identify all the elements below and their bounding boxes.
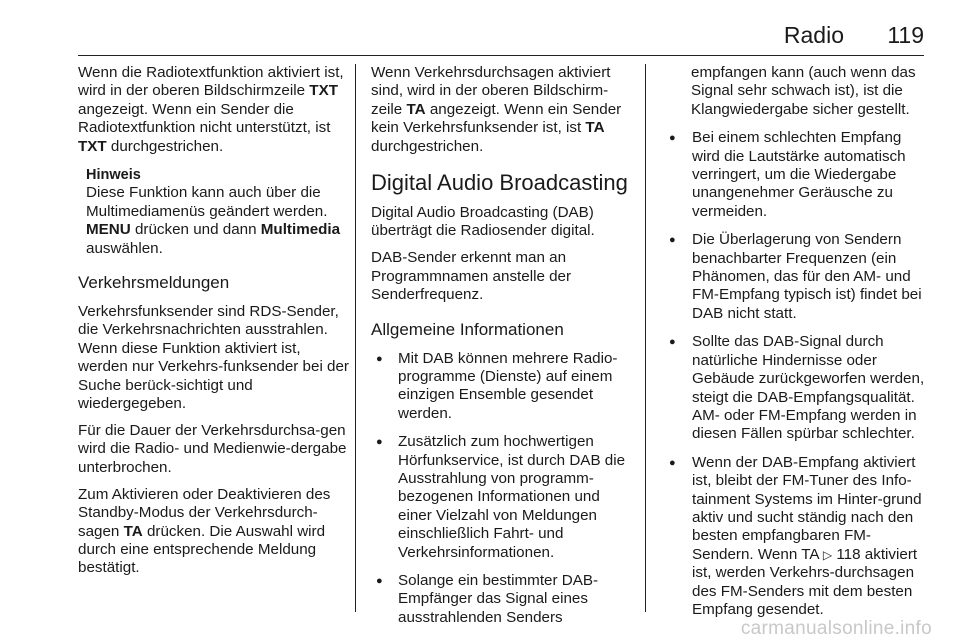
note-box <box>86 166 353 258</box>
column-2 <box>371 64 633 637</box>
paragraph: Wenn Verkehrsdurchsagen aktiviert sind, wird in der oberen Bildschirm-zeile TA angezeigt. Wenn ein Sender kein Verkehrsfunksender ist, ist TA durchgestrichen. <box>371 64 622 155</box>
multimedia-key: Multimedia <box>260 221 341 239</box>
bullet-list <box>371 350 633 628</box>
list-item-continuation: empfangen kann (auch wenn das Signal sehr schwach ist), ist die Klangwiedergabe sicher gestellt. <box>691 64 916 118</box>
page-header <box>78 22 924 52</box>
section-heading-traffic: Verkehrsmeldungen <box>78 273 230 293</box>
column-1 <box>78 64 353 586</box>
note-text: Diese Funktion kann auch über die Multimediamenüs geändert werden. MENU drücken und dann Multimedia auswählen. <box>86 184 341 257</box>
txt-indicator: TXT <box>78 137 107 155</box>
paragraph: Zum Aktivieren oder Deaktivieren des Standby-Modus der Verkehrsdurch-sagen TA drücken. Die Auswahl wird durch eine entsprechende Meldung bestätigt. <box>78 485 331 577</box>
chapter-title: Radio <box>783 22 844 48</box>
paragraph: Für die Dauer der Verkehrsdurchsa-gen wird die Radio- und Medienwie-dergabe unterbrochen. <box>78 422 347 476</box>
list-item: ● Wenn der DAB-Empfang aktiviert ist, bleibt der FM-Tuner des Info-tainment Systems im Hinter-grund aktiv und sucht ständig nach den besten empfangbaren FM-Sendern. Wenn TA ▷ 118 aktiviert ist, werden Verkehrs-durchsagen des FM-Senders mit dem besten Empfang gesendet. <box>664 454 926 620</box>
txt-indicator: TXT <box>309 82 338 100</box>
list-item: ● Mit DAB können mehrere Radio-programme (Dienste) auf einem einzigen Ensemble gesendet werden. <box>371 350 633 424</box>
list-item: ● Sollte das DAB-Signal durch natürliche Hindernisse oder Gebäude zurückgeworfen werden, steigt die DAB-Empfangsqualität. AM- oder FM-Empfang werden in diesen Fällen spürbar schlechter. <box>664 333 926 443</box>
page-number: 119 <box>887 22 924 48</box>
paragraph: DAB-Sender erkennt man an Programmnamen anstelle der Senderfrequenz. <box>371 249 572 304</box>
header-divider <box>78 55 924 56</box>
section-heading-dab: Digital Audio Broadcasting <box>371 170 628 196</box>
page-reference[interactable]: 118 <box>836 545 861 563</box>
ta-key: TA <box>123 522 143 540</box>
paragraph-radiotext: Wenn die Radiotextfunktion aktiviert ist, wird in der oberen Bildschirmzeile TXT angezeigt. Wenn ein Sender die Radiotextfunktion nicht unterstützt, ist TXT durchgestrichen. <box>78 64 344 155</box>
bullet-list <box>664 129 926 619</box>
column-divider-1 <box>355 64 356 612</box>
paragraph: Verkehrsfunksender sind RDS-Sender, die Verkehrsnachrichten ausstrahlen. Wenn diese Funktion aktiviert ist, werden nur Verkehrs-funksender bei der Suche berück-sichtigt und wiedergegeben. <box>78 303 349 413</box>
list-item: ● Die Überlagerung von Sendern benachbarter Frequenzen (ein Phänomen, das für den AM- und FM-Empfang typisch ist) findet bei DAB nicht statt. <box>664 231 926 323</box>
subsection-heading-general: Allgemeine Informationen <box>371 319 564 339</box>
list-item: ● Bei einem schlechten Empfang wird die Lautstärke automatisch verringert, um die Wiedergabe unangenehmer Geräusche zu vermeiden. <box>664 129 926 221</box>
ta-indicator: TA <box>406 100 426 118</box>
paragraph: Digital Audio Broadcasting (DAB) überträgt die Radiosender digital. <box>371 204 595 240</box>
list-item: ● Solange ein bestimmter DAB-Empfänger das Signal eines ausstrahlenden Senders <box>371 572 633 627</box>
menu-key: MENU <box>86 221 131 239</box>
column-3 <box>664 64 926 629</box>
list-item: ● Zusätzlich zum hochwertigen Hörfunkservice, ist durch DAB die Ausstrahlung von programm-bezogenen Informationen und einer Vielzahl von Meldungen einschließlich Fahrt- und Verkehrsinformationen. <box>371 433 633 562</box>
column-divider-2 <box>645 64 646 612</box>
ta-indicator: TA <box>585 119 605 137</box>
note-title: Hinweis <box>86 167 141 184</box>
page-reference-arrow-icon: ▷ <box>822 547 833 562</box>
watermark: carmanualsonline.info <box>740 618 932 639</box>
